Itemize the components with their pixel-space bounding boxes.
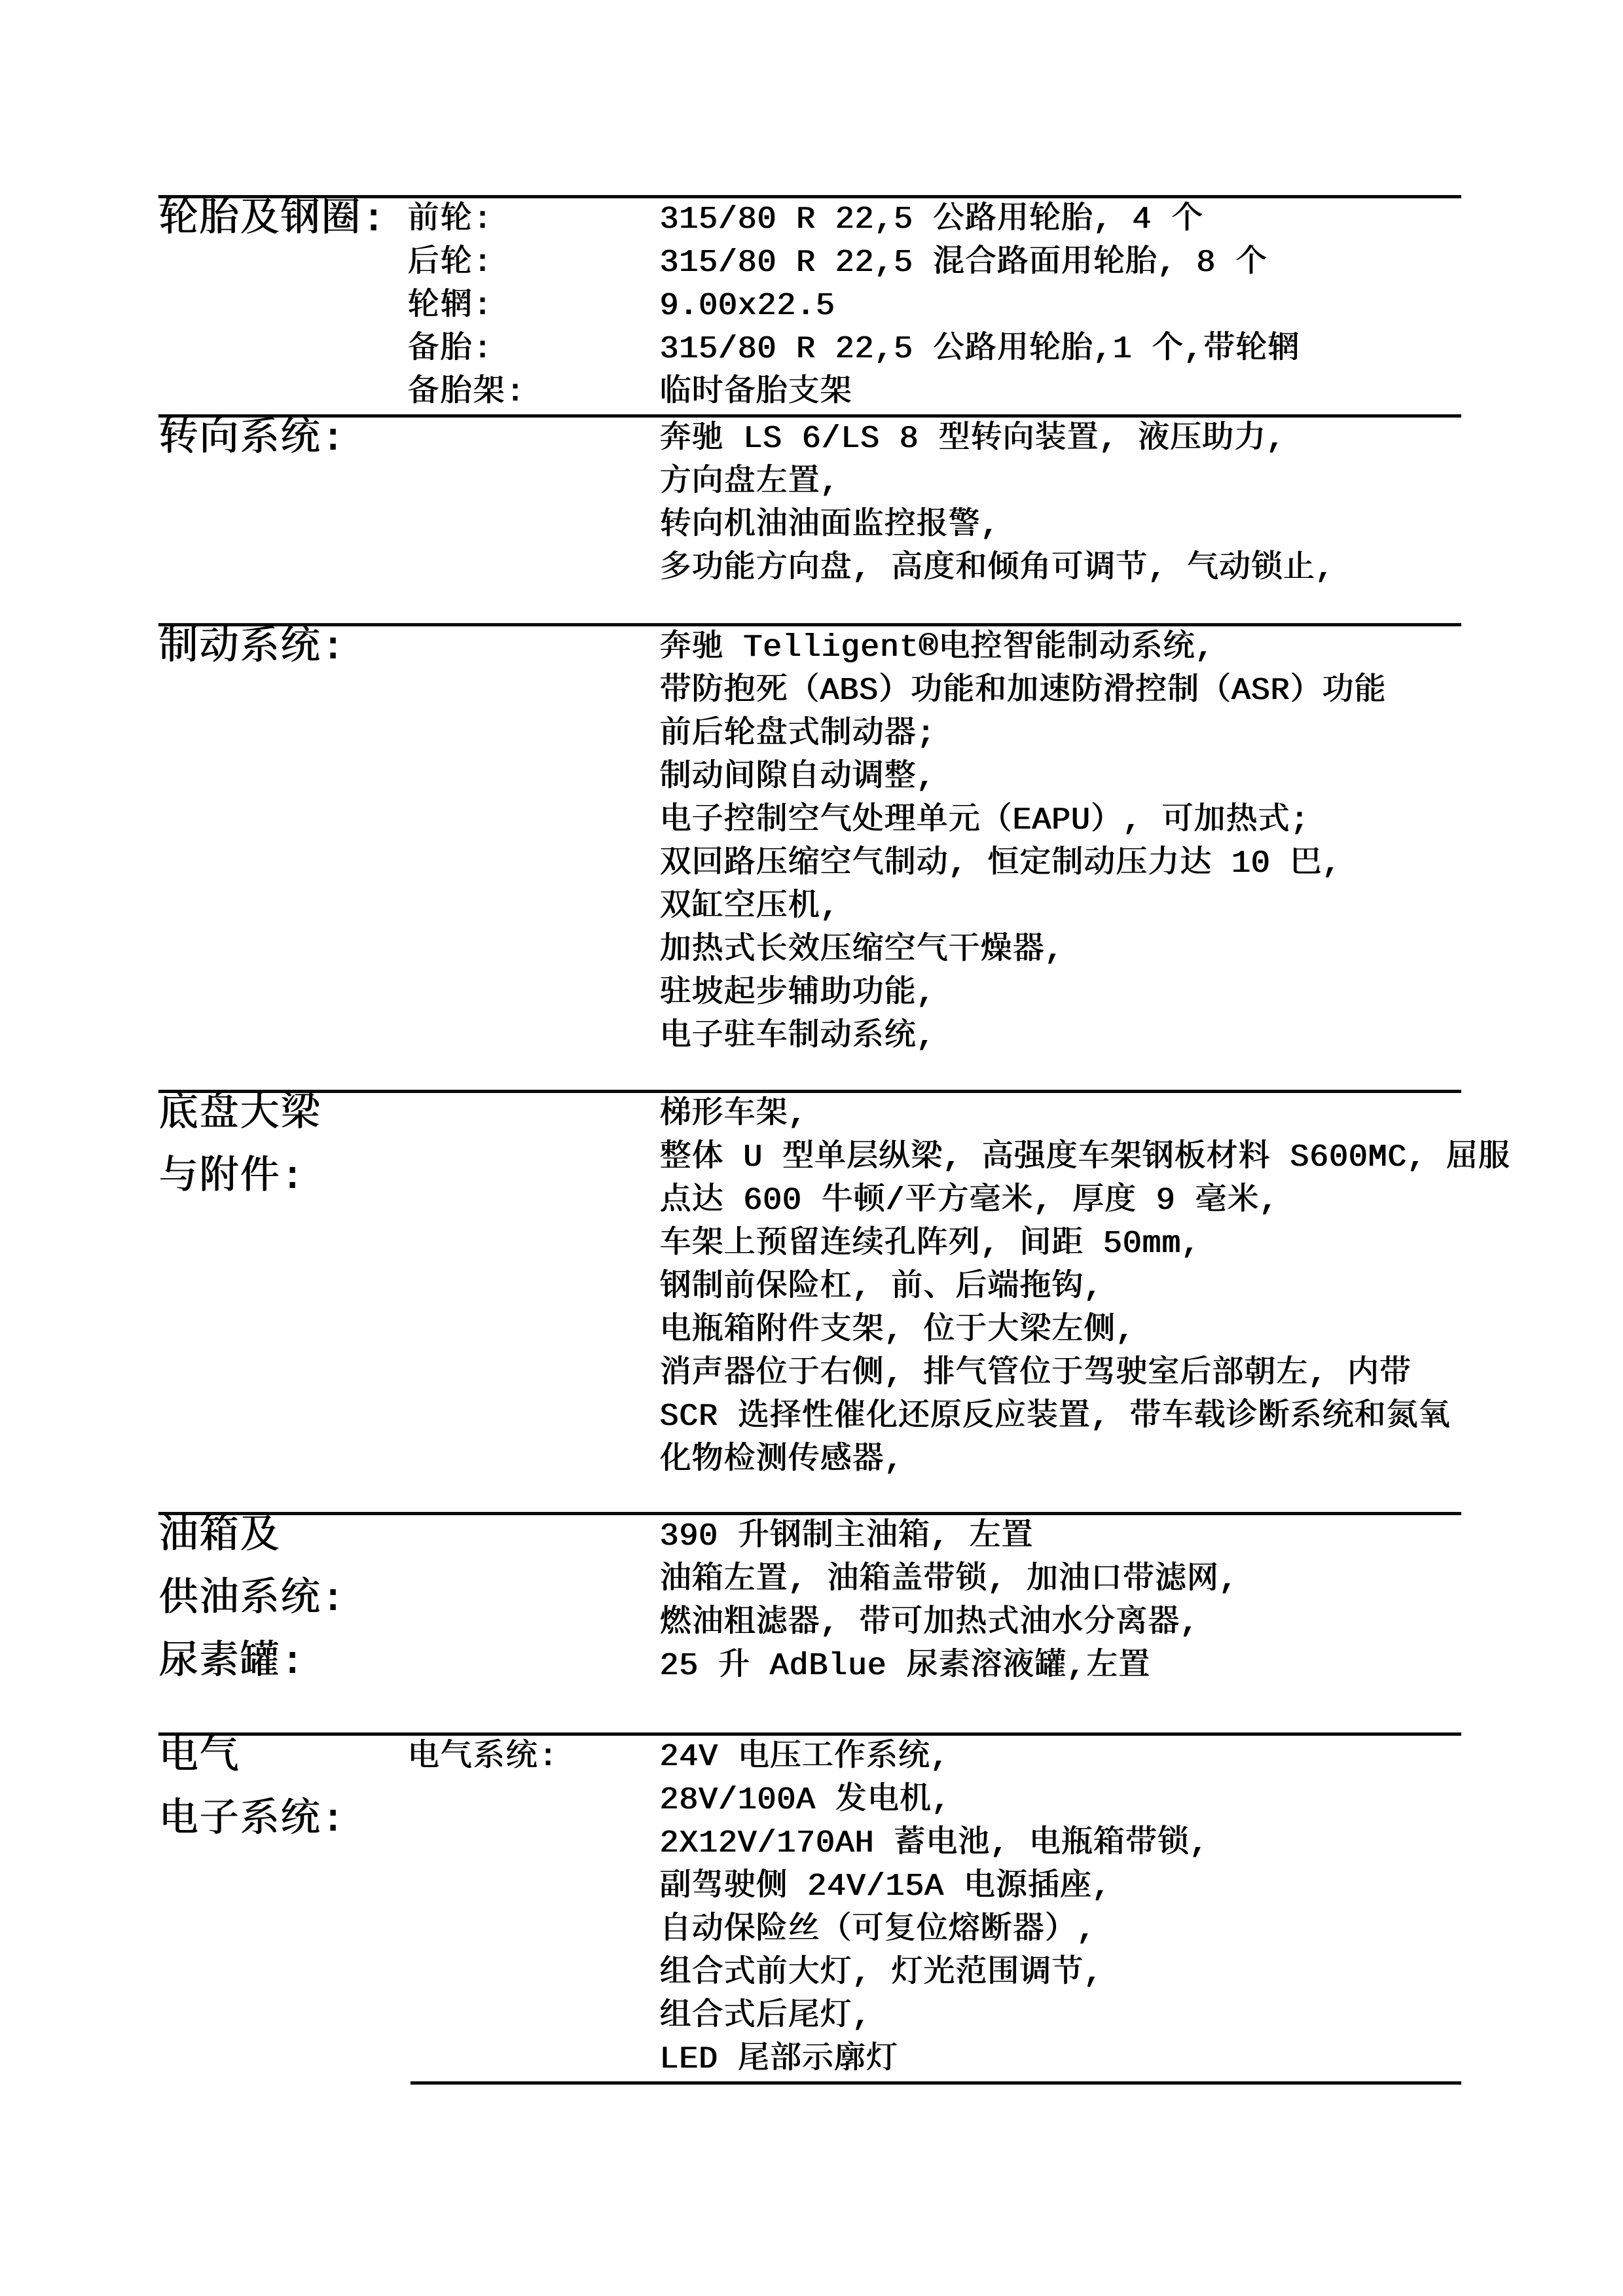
- row-sub-label: [407, 1515, 659, 1558]
- section-label: [158, 408, 407, 471]
- spec-row: [407, 1909, 1623, 1952]
- spec-row: [407, 1515, 1623, 1558]
- row-sub-label: 轮辋:: [407, 289, 493, 324]
- row-value: 钢制前保险杠, 前、后端拖钩,: [659, 1270, 1103, 1305]
- spec-row: [407, 1439, 1623, 1482]
- row-value: 临时备胎支架: [659, 375, 852, 410]
- row-sub-label: [407, 1179, 659, 1223]
- section-electric: [158, 1736, 1623, 2081]
- row-value: 双缸空压机,: [659, 889, 839, 925]
- row-sub-label: [407, 461, 659, 504]
- section-label: [158, 1727, 407, 1852]
- section-braking: [158, 626, 1623, 1090]
- spec-row: [407, 1266, 1623, 1309]
- row-sub-label: [407, 1558, 659, 1602]
- spec-row: [407, 713, 1623, 756]
- row-value: 315/80 R 22,5 混合路面用轮胎, 8 个: [659, 245, 1267, 281]
- row-sub-label: [407, 1015, 659, 1058]
- spec-row: [407, 242, 1623, 285]
- row-sub-label: [407, 713, 659, 756]
- spec-row: [407, 1223, 1623, 1266]
- spec-row: [407, 842, 1623, 886]
- spec-row: [407, 547, 1623, 590]
- row-value: 24V 电压工作系统,: [659, 1740, 950, 1775]
- section-label-line: 油箱及: [158, 1515, 280, 1560]
- row-value: 25 升 AdBlue 尿素溶液罐,左置: [659, 1649, 1150, 1684]
- spec-row: [407, 972, 1623, 1015]
- section-label-line: 转向系统:: [158, 418, 346, 462]
- spec-row: [407, 198, 1623, 242]
- spec-row: [407, 799, 1623, 842]
- row-sub-label: [407, 1779, 659, 1822]
- row-value: 双回路压缩空气制动, 恒定制动压力达 10 巴,: [659, 846, 1341, 882]
- row-sub-label: [407, 1136, 659, 1179]
- spec-row: [407, 418, 1623, 461]
- spec-row: [407, 1179, 1623, 1223]
- row-value: 奔驰 Telligent®电控智能制动系统,: [659, 630, 1214, 666]
- section-label: [158, 1084, 407, 1210]
- spec-row: [407, 2038, 1623, 2081]
- spec-row: [407, 886, 1623, 929]
- row-value: 点达 600 牛顿/平方毫米, 厚度 9 毫米,: [659, 1183, 1279, 1219]
- row-sub-label: [407, 842, 659, 886]
- row-sub-label: 备胎:: [407, 332, 493, 367]
- section-rows: [407, 418, 1623, 590]
- row-value: 组合式后尾灯,: [659, 1999, 871, 2034]
- row-sub-label: 前轮:: [407, 202, 493, 238]
- section-steering: [158, 418, 1623, 623]
- row-sub-label: [407, 670, 659, 713]
- row-sub-label: [407, 799, 659, 842]
- spec-row: [407, 1645, 1623, 1688]
- row-value: 带防抱死（ABS）功能和加速防滑控制（ASR）功能: [659, 673, 1386, 709]
- row-value: 驻坡起步辅助功能,: [659, 976, 936, 1011]
- section-label-line: 与附件:: [158, 1156, 306, 1200]
- row-value: 315/80 R 22,5 公路用轮胎,1 个,带轮辋: [659, 332, 1300, 367]
- row-sub-label: [407, 1822, 659, 1865]
- spec-row: [407, 1779, 1623, 1822]
- section-rows: [407, 1093, 1623, 1482]
- spec-row: [407, 1995, 1623, 2038]
- row-sub-label: 电气系统:: [407, 1740, 558, 1775]
- spec-row: [407, 1309, 1623, 1352]
- row-sub-label: [407, 972, 659, 1015]
- row-sub-label: [407, 886, 659, 929]
- row-sub-label: [407, 1995, 659, 2038]
- row-value: 前后轮盘式制动器;: [659, 717, 936, 752]
- spec-table: [158, 0, 1623, 2085]
- section-label-line: 供油系统:: [158, 1578, 346, 1623]
- row-sub-label: 备胎架:: [407, 375, 526, 410]
- spec-row: [407, 504, 1623, 547]
- spec-row: [407, 1822, 1623, 1865]
- row-sub-label: [407, 2038, 659, 2081]
- row-value: 电瓶箱附件支架, 位于大梁左侧,: [659, 1313, 1135, 1348]
- section-label-line: 电子系统:: [158, 1799, 346, 1843]
- spec-row: [407, 626, 1623, 670]
- row-value: 28V/100A 发电机,: [659, 1783, 951, 1818]
- spec-row: [407, 371, 1623, 414]
- spec-row: [407, 285, 1623, 328]
- section-label: [158, 189, 407, 252]
- row-value: 组合式前大灯, 灯光范围调节,: [659, 1956, 1103, 1991]
- section-label: [158, 617, 407, 680]
- spec-row: [407, 1093, 1623, 1136]
- row-sub-label: 后轮:: [407, 245, 493, 281]
- row-sub-label: [407, 1952, 659, 1995]
- section-rows: [407, 626, 1623, 1058]
- section-fuel: [158, 1515, 1623, 1732]
- row-sub-label: [407, 1395, 659, 1439]
- spec-row: [407, 1952, 1623, 1995]
- spec-row: [407, 1602, 1623, 1645]
- section-label-line: 电气: [158, 1736, 240, 1780]
- section-label: [158, 1506, 407, 1695]
- row-sub-label: [407, 756, 659, 799]
- row-sub-label: [407, 1602, 659, 1645]
- row-sub-label: [407, 418, 659, 461]
- row-value: 制动间隙自动调整,: [659, 760, 936, 795]
- row-sub-label: [407, 626, 659, 670]
- spec-row: [407, 929, 1623, 972]
- row-value: 315/80 R 22,5 公路用轮胎, 4 个: [659, 202, 1203, 238]
- spec-row: [407, 461, 1623, 504]
- section-label-line: 尿素罐:: [158, 1641, 306, 1685]
- row-sub-label: [407, 1093, 659, 1136]
- row-value: 车架上预留连续孔阵列, 间距 50mm,: [659, 1227, 1201, 1262]
- section-rows: [407, 1736, 1623, 2081]
- row-value: 梯形车架,: [659, 1097, 807, 1132]
- row-value: 电子控制空气处理单元（EAPU）, 可加热式;: [659, 803, 1309, 838]
- spec-row: [407, 1736, 1623, 1779]
- row-sub-label: [407, 504, 659, 547]
- row-value: 电子驻车制动系统,: [659, 1019, 936, 1054]
- row-value: 转向机油油面监控报警,: [659, 508, 1000, 543]
- row-value: 多功能方向盘, 高度和倾角可调节, 气动锁止,: [659, 551, 1335, 586]
- spec-row: [407, 1015, 1623, 1058]
- row-sub-label: [407, 1865, 659, 1909]
- spec-row: [407, 1395, 1623, 1439]
- row-value: 方向盘左置,: [659, 465, 839, 500]
- row-sub-label: [407, 1439, 659, 1482]
- row-sub-label: [407, 547, 659, 590]
- spec-row: [407, 1865, 1623, 1909]
- spec-row: [407, 1558, 1623, 1602]
- section-chassis: [158, 1093, 1623, 1512]
- row-value: LED 尾部示廓灯: [659, 2042, 898, 2077]
- spec-row: [407, 1136, 1623, 1179]
- section-tires: [158, 198, 1623, 414]
- spec-row: [407, 1352, 1623, 1395]
- row-value: 加热式长效压缩空气干燥器,: [659, 933, 1064, 968]
- row-value: 9.00x22.5: [659, 289, 835, 324]
- spec-row: [407, 756, 1623, 799]
- spec-row: [407, 670, 1623, 713]
- row-value: 390 升钢制主油箱, 左置: [659, 1519, 1033, 1554]
- row-value: 副驾驶侧 24V/15A 电源插座,: [659, 1869, 1112, 1905]
- section-divider: [410, 2081, 1461, 2085]
- row-sub-label: [407, 1352, 659, 1395]
- row-sub-label: [407, 1223, 659, 1266]
- section-rows: [407, 1515, 1623, 1688]
- row-value: 化物检测传感器,: [659, 1443, 903, 1478]
- row-value: 燃油粗滤器, 带可加热式油水分离器,: [659, 1605, 1199, 1641]
- row-value: 自动保险丝（可复位熔断器）,: [659, 1912, 1096, 1948]
- section-rows: [407, 198, 1623, 414]
- row-value: 2X12V/170AH 蓄电池, 电瓶箱带锁,: [659, 1826, 1209, 1861]
- section-label-line: 底盘大梁: [158, 1093, 321, 1138]
- section-label-line: 轮胎及钢圈:: [158, 198, 387, 243]
- row-sub-label: [407, 929, 659, 972]
- section-label-line: 制动系统:: [158, 626, 346, 671]
- row-value: 奔驰 LS 6/LS 8 型转向装置, 液压助力,: [659, 422, 1286, 457]
- row-sub-label: [407, 1309, 659, 1352]
- row-value: 消声器位于右侧, 排气管位于驾驶室后部朝左, 内带: [659, 1356, 1412, 1391]
- row-value: 整体 U 型单层纵梁, 高强度车架钢板材料 S600MC, 屈服: [659, 1140, 1510, 1175]
- row-value: SCR 选择性催化还原反应装置, 带车载诊断系统和氮氧: [659, 1399, 1450, 1435]
- row-sub-label: [407, 1645, 659, 1688]
- spec-row: [407, 328, 1623, 371]
- row-sub-label: [407, 1266, 659, 1309]
- row-sub-label: [407, 1909, 659, 1952]
- row-value: 油箱左置, 油箱盖带锁, 加油口带滤网,: [659, 1562, 1239, 1598]
